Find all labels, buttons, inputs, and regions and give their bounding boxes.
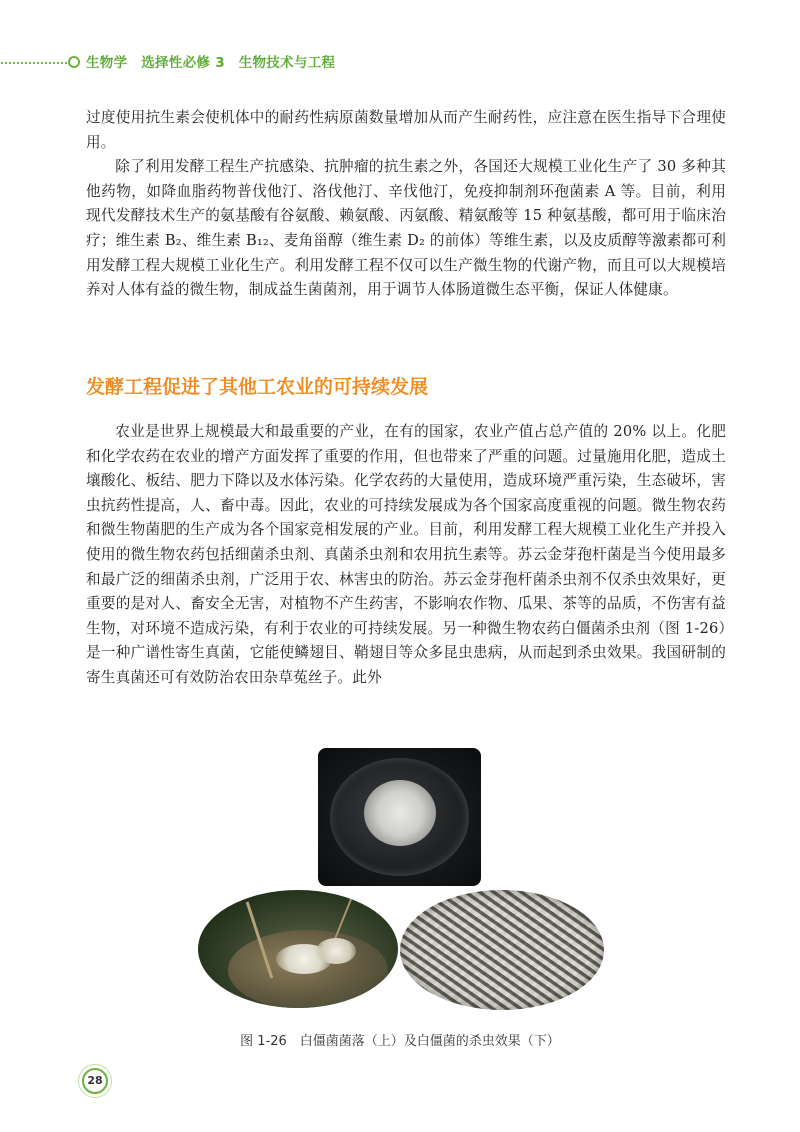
figure-infected-insect-photo bbox=[198, 890, 398, 1008]
running-header bbox=[0, 50, 800, 74]
white-mold-patch bbox=[316, 938, 356, 964]
header-dotted-rule bbox=[0, 62, 68, 64]
header-ring-icon bbox=[68, 56, 80, 68]
section-heading: 发酵工程促进了其他工农业的可持续发展 bbox=[86, 376, 429, 398]
header-title: 生物学 选择性必修 3 生物技术与工程 bbox=[86, 55, 336, 71]
body-text-top bbox=[86, 106, 726, 303]
page-number: 28 bbox=[82, 1068, 108, 1094]
figure-petri-dish-photo bbox=[318, 748, 481, 886]
paragraph-agriculture: 农业是世界上规模最大和最重要的产业，在有的国家，农业产值占总产值的 20% 以上。化肥和化学农药在农业的增产方面发挥了重要的作用，但也带来了严重的问题。过量施用化肥，造成土壤酸化、板结、肥力下降以及水体污染。化学农药的大量使用，造成环境严重污染，生态破坏，害虫抗药性提高，人、畜中毒。因此，农业的可持续发展成为各个国家高度重视的问题。微生物农药和微生物菌肥的生产成为各个国家竞相发展的产业。目前，利用发酵工程大规模工业化生产并投入使用的微生物农药包括细菌杀虫剂、真菌杀虫剂和农用抗生素等。苏云金芽孢杆菌是当今使用最多和最广泛的细菌杀虫剂，广泛用于农、林害虫的防治。苏云金芽孢杆菌杀虫剂不仅杀虫效果好，更重要的是对人、畜安全无害，对植物不产生药害，不影响农作物、瓜果、茶等的品质，不伤害有益生物，对环境不造成污染，有利于农业的可持续发展。另一种微生物农药白僵菌杀虫剂（图 1-26）是一种广谱性寄生真菌，它能使鳞翅目、鞘翅目等众多昆虫患病，从而起到杀虫效果。我国研制的寄生真菌还可有效防治农田杂草菟丝子。此外 bbox=[86, 423, 726, 686]
fungal-colony bbox=[364, 780, 436, 846]
figure-dead-larvae-photo bbox=[400, 890, 604, 1010]
paragraph-continued: 过度使用抗生素会使机体中的耐药性病原菌数量增加从而产生耐药性，应注意在医生指导下合理使用。 bbox=[86, 109, 726, 151]
paragraph-drugs: 除了利用发酵工程生产抗感染、抗肿瘤的抗生素之外，各国还大规模工业化生产了 30 多种其他药物，如降血脂药物普伐他汀、洛伐他汀、辛伐他汀，免疫抑制剂环孢菌素 A 等。目前，利用现代发酵技术生产的氨基酸有谷氨酸、赖氨酸、丙氨酸、精氨酸等 15 种氨基酸，都可用于临床治疗；维生素 B₂、维生素 B₁₂、麦角甾醇（维生素 D₂ 的前体）等维生素，以及皮质醇等激素都可利用发酵工程大规模工业化生产。利用发酵工程不仅可以生产微生物的代谢产物，而且可以大规模培养对人体有益的微生物，制成益生菌菌剂，用于调节人体肠道微生态平衡，保证人体健康。 bbox=[86, 158, 726, 299]
body-text-main bbox=[86, 420, 726, 691]
figure-caption: 图 1-26 白僵菌菌落（上）及白僵菌的杀虫效果（下） bbox=[240, 1034, 560, 1049]
